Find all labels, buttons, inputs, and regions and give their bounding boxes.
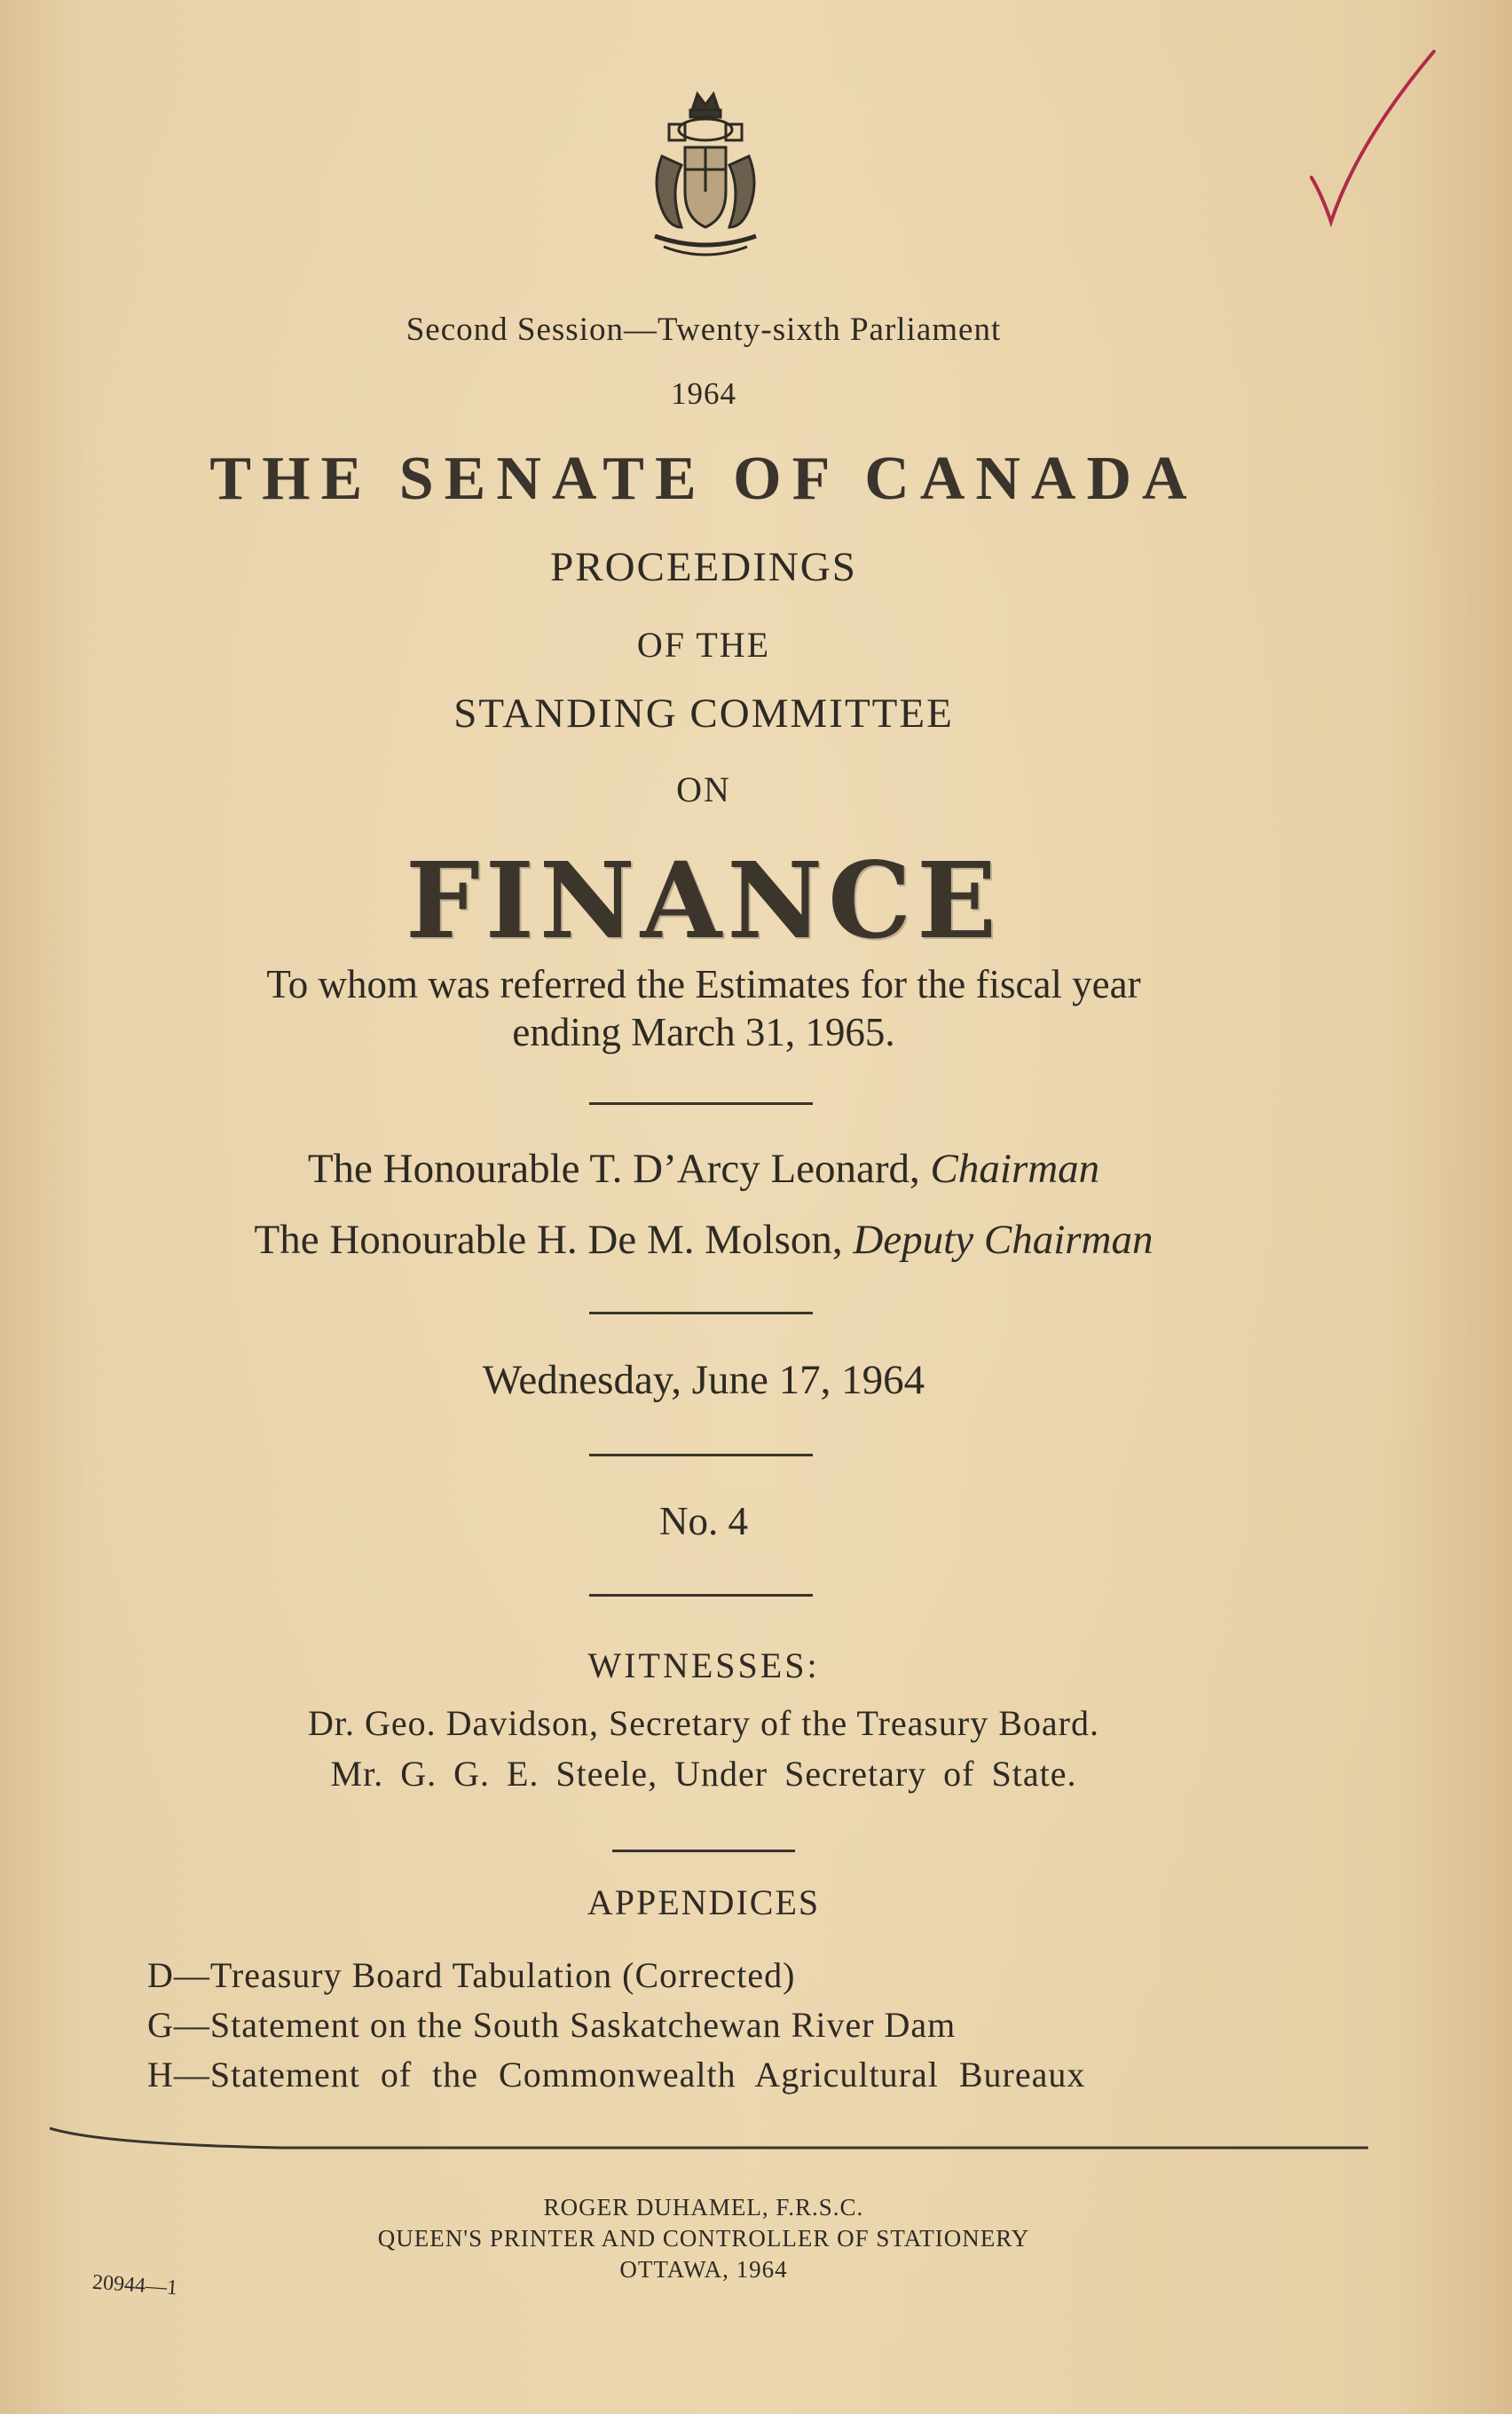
divider-rule [589, 1454, 813, 1456]
divider-rule [589, 1102, 813, 1105]
chairman-name: The Honourable T. D’Arcy Leonard, [307, 1146, 920, 1192]
printer-title: QUEEN'S PRINTER AND CONTROLLER OF STATIONERY [377, 2225, 1030, 2252]
deputy-chairman-line [0, 1216, 1407, 1264]
senate-heading: THE SENATE OF CANADA [209, 445, 1198, 513]
meeting-date: Wednesday, June 17, 1964 [482, 1357, 925, 1403]
session-line: Second Session—Twenty-sixth Parliament [406, 312, 1002, 348]
appendix-item: G—Statement on the South Saskatchewan River Dam [147, 2005, 957, 2045]
issue-number: No. 4 [659, 1499, 748, 1543]
coat-of-arms-icon [642, 85, 768, 272]
witness-item: Mr. G. G. E. Steele, Under Secretary of State. [330, 1754, 1077, 1794]
committee-heading: STANDING COMMITTEE [453, 690, 954, 737]
witnesses-heading: WITNESSES: [587, 1645, 820, 1685]
on-line: ON [676, 769, 731, 809]
appendix-item: H—Statement of the Commonwealth Agricultural Bureaux [147, 2055, 1086, 2094]
divider-rule [612, 1850, 795, 1852]
chairman-role: Chairman [930, 1146, 1100, 1192]
reference-text [71, 960, 1336, 1056]
witness-item: Dr. Geo. Davidson, Secretary of the Treasury Board. [308, 1703, 1099, 1743]
of-the-line: OF THE [636, 625, 771, 665]
finance-title: FINANCE [405, 839, 1003, 962]
print-code: 20944—1 [91, 2270, 178, 2300]
year-line: 1964 [671, 376, 736, 411]
reference-line-1: To whom was referred the Estimates for the fiscal year [266, 962, 1141, 1006]
divider-rule [589, 1312, 813, 1314]
appendices-heading: APPENDICES [587, 1882, 821, 1922]
deputy-name: The Honourable H. De M. Molson, [254, 1217, 843, 1263]
appendix-item: D—Treasury Board Tabulation (Corrected) [147, 1955, 796, 1995]
reference-line-2: ending March 31, 1965. [512, 1010, 895, 1054]
divider-rule [589, 1594, 813, 1597]
printer-name: ROGER DUHAMEL, F.R.S.C. [543, 2194, 864, 2221]
printer-place: OTTAWA, 1964 [619, 2256, 788, 2283]
check-mark-icon [1304, 44, 1437, 231]
proceedings-heading: PROCEEDINGS [550, 544, 857, 590]
deputy-role: Deputy Chairman [853, 1217, 1154, 1263]
bottom-rule [50, 2121, 1368, 2157]
chairman-line [0, 1145, 1407, 1193]
